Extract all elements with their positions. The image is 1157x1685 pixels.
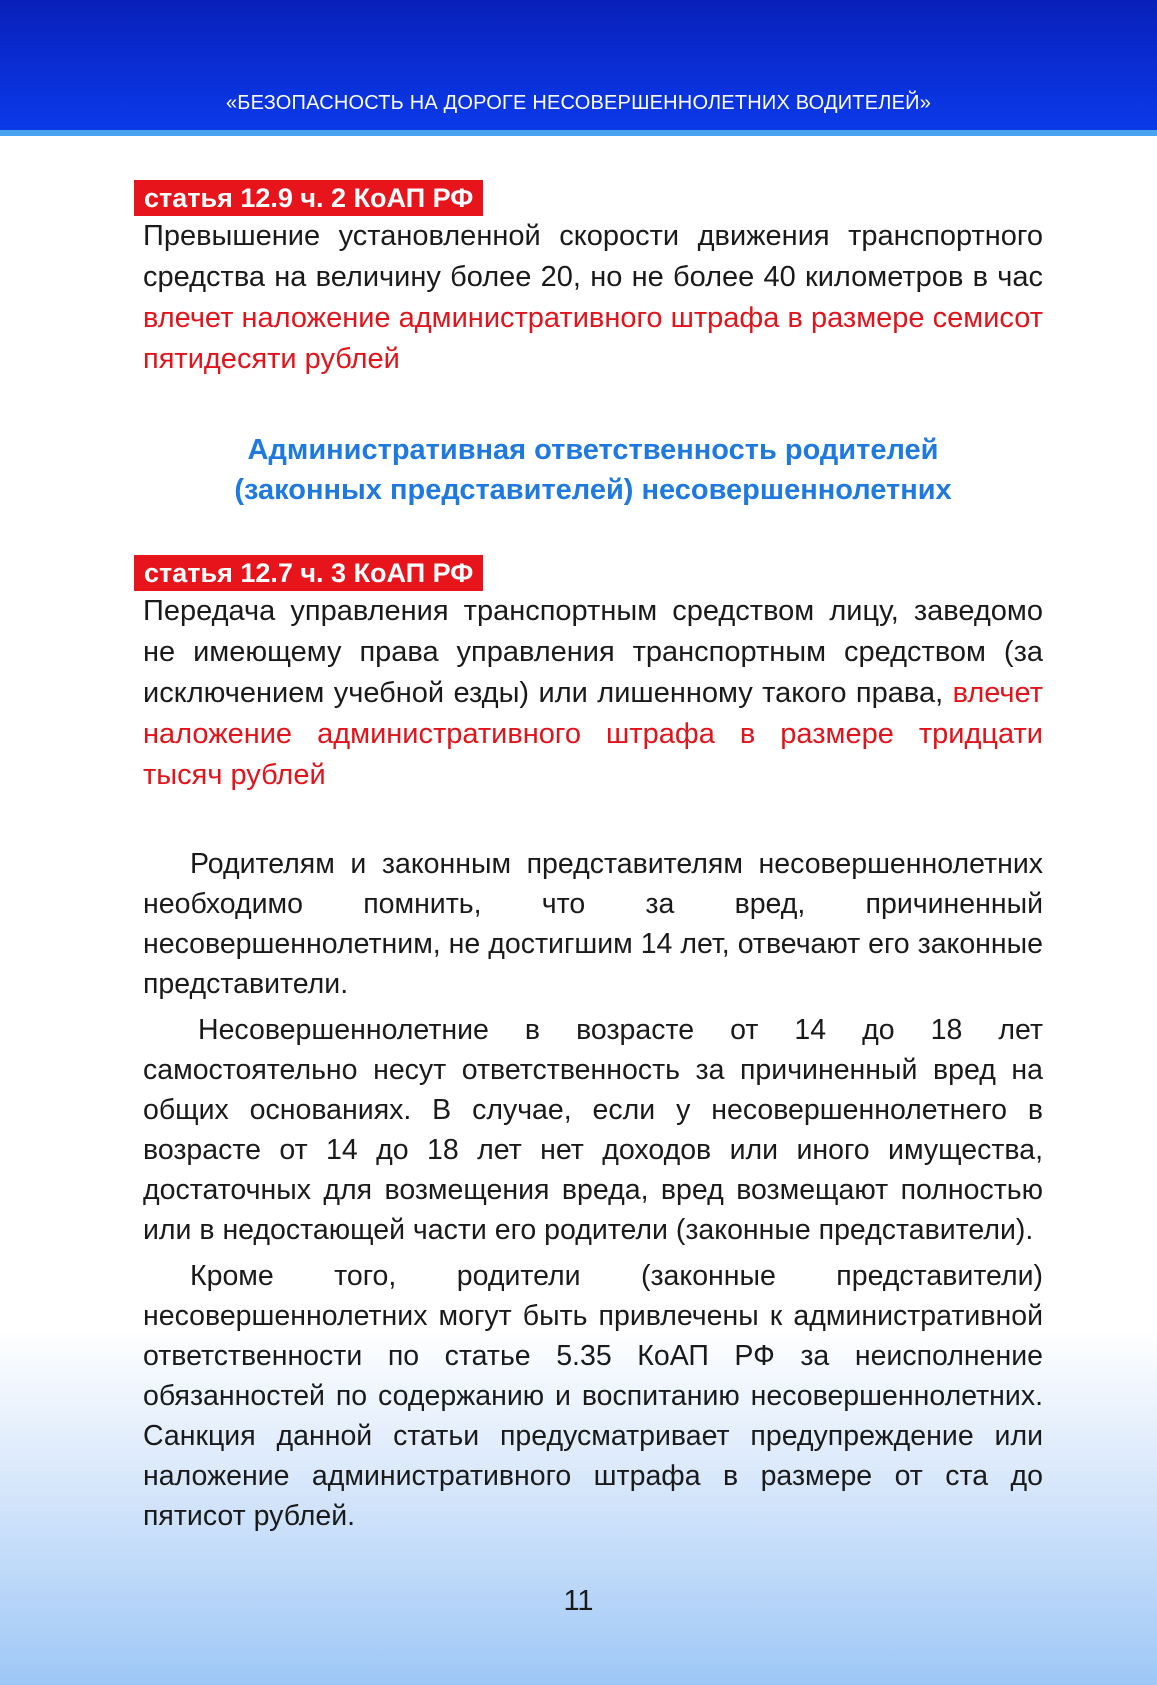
article-description: Превышение установленной скорости движения транспортного средства на величину более 20, но не более 40 километров в час xyxy=(143,220,1043,293)
section-heading-line-2: (законных представителей) несовершеннолетних xyxy=(234,474,952,506)
penalty-text: влечет наложение административного штрафа в размере семисот пятидесяти рублей xyxy=(143,302,1043,375)
body-text-block xyxy=(143,844,1043,1536)
article-12-9-block xyxy=(143,180,1043,380)
section-heading xyxy=(143,430,1043,510)
article-tag: статья 12.9 ч. 2 КоАП РФ xyxy=(134,180,483,216)
body-paragraph-2: Несовершеннолетние в возрасте от 14 до 18 лет самостоятельно несут ответственность за причиненный вред на общих основаниях. В случае, если у несовершеннолетнего в возрасте от 14 до 18 лет нет доходов или иного имущества, достаточных для возмещения вреда, вред возмещают полностью или в недостающей части его родители (законные представители). xyxy=(143,1014,1043,1246)
body-paragraph-1: Родителям и законным представителям несовершеннолетних необходимо помнить, что за вред, причиненный несовершеннолетним, не достигшим 14 лет, отвечают его законные представители. xyxy=(143,848,1043,1000)
body-paragraph-3: Кроме того, родители (законные представители) несовершеннолетних могут быть привлечены к административной ответственности по статье 5.35 КоАП РФ за неисполнение обязанностей по содержанию и воспитанию несовершеннолетних. Санкция данной статьи предусматривает предупреждение или наложение административного штрафа в размере от ста до пятисот рублей. xyxy=(143,1260,1043,1532)
article-text xyxy=(143,591,1043,796)
header-title: «БЕЗОПАСНОСТЬ НА ДОРОГЕ НЕСОВЕРШЕННОЛЕТНИХ ВОДИТЕЛЕЙ» xyxy=(225,92,932,114)
section-heading-line-1: Административная ответственность родителей xyxy=(247,434,939,466)
article-text xyxy=(143,216,1043,380)
page-number: 11 xyxy=(563,1585,594,1617)
article-description: Передача управления транспортным средством лицу, заведомо не имеющему права управления транспортным средством (за исключением учебной езды) или лишенному такого права, xyxy=(143,595,1043,709)
header-band xyxy=(0,0,1157,136)
penalty-text: влечет наложение административного штрафа в размере тридцати тысяч рублей xyxy=(143,677,1043,791)
article-12-7-block xyxy=(143,555,1043,796)
article-tag: статья 12.7 ч. 3 КоАП РФ xyxy=(134,555,483,591)
